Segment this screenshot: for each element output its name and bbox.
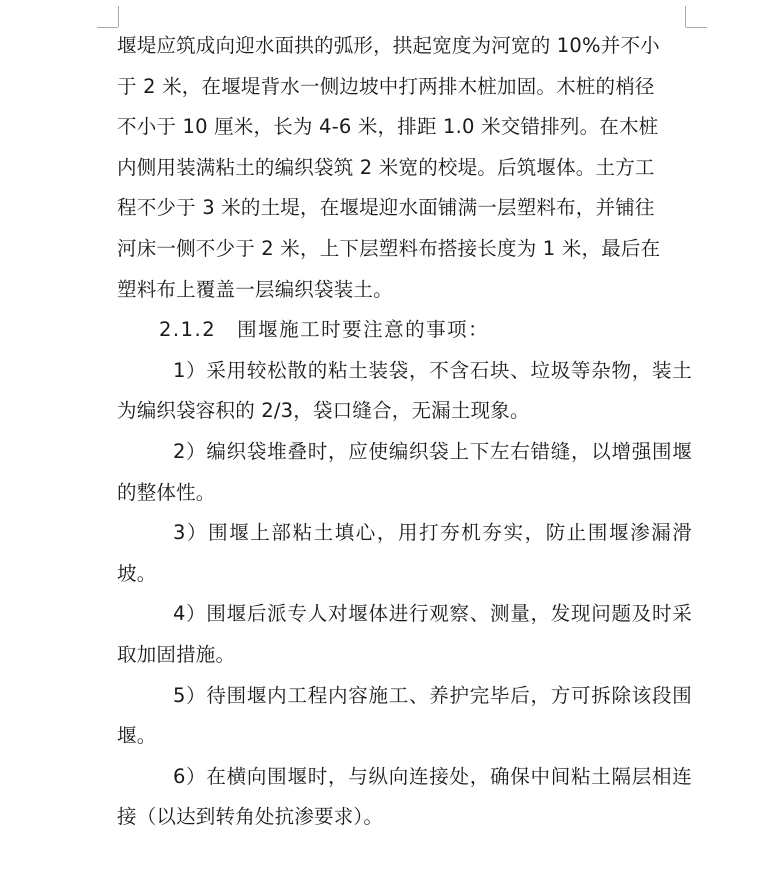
document-body[interactable] xyxy=(117,26,692,838)
margin-crop-mark-right xyxy=(685,6,686,27)
list-item: 4）围堰后派专人对堰体进行观察、测量，发现问题及时采取加固措施。 xyxy=(117,602,692,666)
paragraph-line: 河床一侧不少于 2 米，上下层塑料布搭接长度为 1 米，最后在 xyxy=(117,236,661,260)
paragraph-line: 不小于 10 厘米，长为 4-6 米，排距 1.0 米交错排列。在木桩 xyxy=(117,115,659,139)
list-item: 1）采用较松散的粘土装袋，不含石块、垃圾等杂物，装土为编织袋容积的 2/3，袋口缝合，无漏土现象。 xyxy=(117,358,692,423)
list-item: 6）在横向围堰时，与纵向连接处，确保中间粘土隔层相连接（以达到转角处抗渗要求）。 xyxy=(117,764,692,829)
paragraph-line: 内侧用装满粘土的编织袋筑 2 米宽的校堤。后筑堰体。土方工 xyxy=(117,155,655,179)
section-heading: 2.1.2 围堰施工时要注意的事项： xyxy=(159,318,490,342)
list-item: 5）待围堰内工程内容施工、养护完毕后，方可拆除该段围堰。 xyxy=(117,683,692,748)
margin-crop-mark-left xyxy=(118,6,119,27)
paragraph-line: 塑料布上覆盖一层编织袋装土。 xyxy=(117,277,393,301)
paragraph-line: 堰堤应筑成向迎水面拱的弧形，拱起宽度为河宽的 10%并不小 xyxy=(117,34,660,57)
paragraph-line: 于 2 米，在堰堤背水一侧边坡中打两排木桩加固。木桩的梢径 xyxy=(117,74,655,98)
list-item: 3）围堰上部粘土填心，用打夯机夯实，防止围堰渗漏滑坡。 xyxy=(117,521,692,585)
margin-crop-mark-left-horizontal xyxy=(97,27,118,28)
list-item: 2）编织袋堆叠时，应使编织袋上下左右错缝，以增强围堰的整体性。 xyxy=(117,439,692,504)
paragraph-line: 程不少于 3 米的土堤，在堰堤迎水面铺满一层塑料布，并铺往 xyxy=(117,196,655,220)
